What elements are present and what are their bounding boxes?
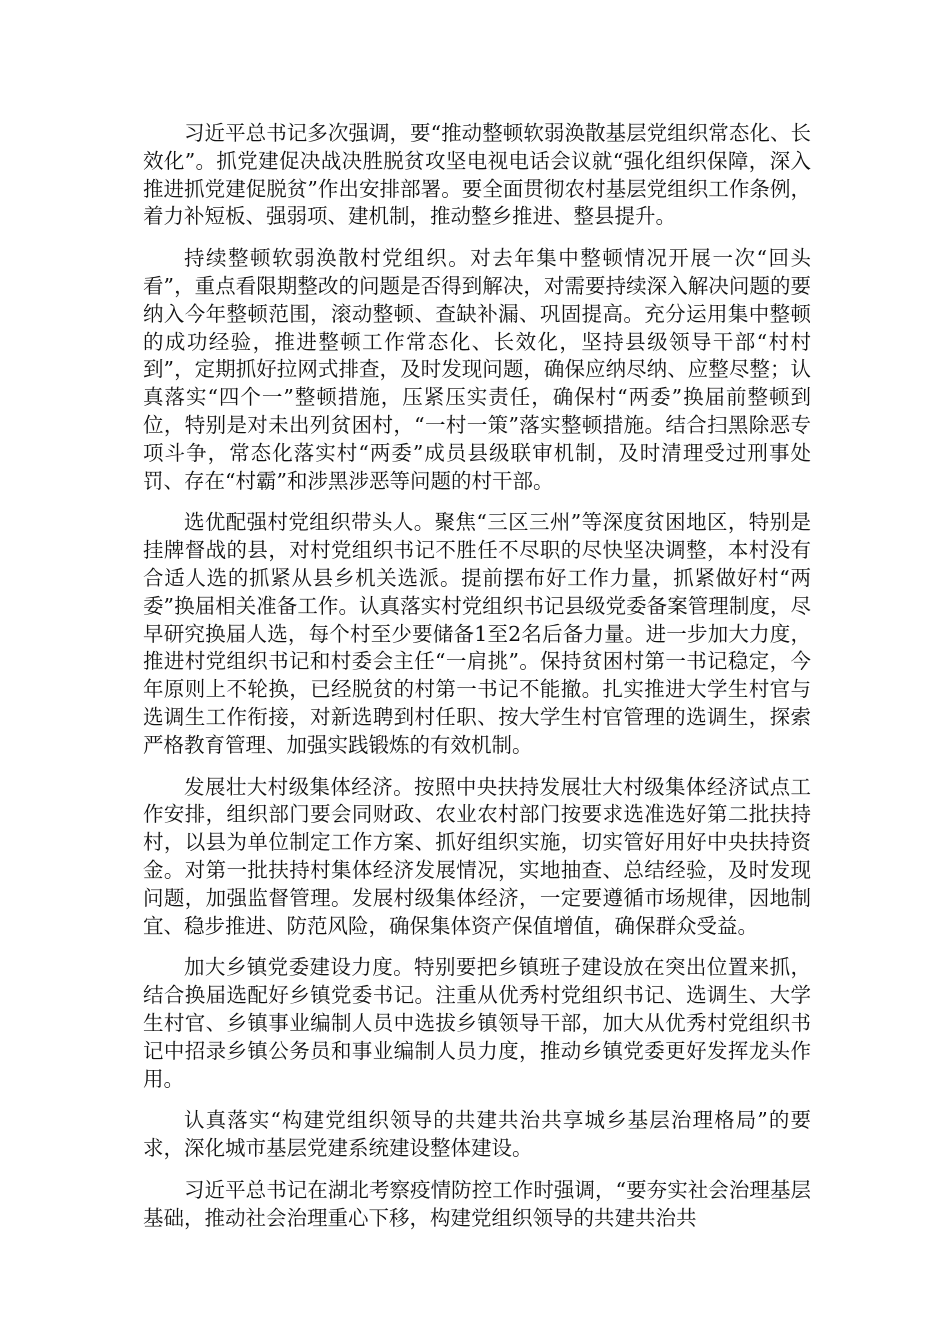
paragraph-township-committees: 加大乡镇党委建设力度。特别要把乡镇班子建设放在突出位置来抓，结合换届选配好乡镇党委书记。注重从优秀村党组织书记、选调生、大学生村官、乡镇事业编制人员中选拔乡镇领导干部，加大从优秀村党组织书记中招录乡镇公务员和事业编制人员力度，推动乡镇党委更好发挥龙头作用。 [143, 955, 811, 1091]
paragraph-urban-governance: 认真落实“构建党组织领导的共建共治共享城乡基层治理格局”的要求，深化城市基层党建系统建设整体建设。 [143, 1108, 811, 1161]
document-body [143, 120, 811, 1246]
paragraph-hubei-inspection: 习近平总书记在湖北考察疫情防控工作时强调，“要夯实社会治理基层基础，推动社会治理重心下移，构建党组织领导的共建共治共 [143, 1177, 811, 1230]
paragraph-intro: 习近平总书记多次强调，要“推动整顿软弱涣散基层党组织常态化、长效化”。抓党建促决战决胜脱贫攻坚电视电话会议就“强化组织保障，深入推进抓党建促脱贫”作出安排部署。要全面贯彻农村基层党组织工作条例，着力补短板、强弱项、建机制，推动整乡推进、整县提升。 [143, 121, 811, 229]
paragraph-rectify-weak-organizations: 持续整顿软弱涣散村党组织。对去年集中整顿情况开展一次“回头看”，重点看限期整改的问题是否得到解决，对需要持续深入解决问题的要纳入今年整顿范围，滚动整顿、查缺补漏、巩固提高。充分运用集中整顿的成功经验，推进整顿工作常态化、长效化，坚持县级领导干部“村村到”，定期抓好拉网式排查，及时发现问题，确保应纳尽纳、应整尽整；认真落实“四个一”整顿措施，压紧压实责任，确保村“两委”换届前整顿到位，特别是对未出列贫困村，“一村一策”落实整顿措施。结合扫黑除恶专项斗争，常态化落实村“两委”成员县级联审机制，及时清理受过刑事处罚、存在“村霸”和涉黑涉恶等问题的村干部。 [143, 246, 811, 493]
paragraph-collective-economy: 发展壮大村级集体经济。按照中央扶持发展壮大村级集体经济试点工作安排，组织部门要会同财政、农业农村部门按要求选准选好第二批扶持村，以县为单位制定工作方案、抓好组织实施，切实管好用好中央扶持资金。对第一批扶持村集体经济发展情况，实地抽查、总结经验，及时发现问题，加强监督管理。发展村级集体经济，一定要遵循市场规律，因地制宜、稳步推进、防范风险，确保集体资产保值增值，确保群众受益。 [143, 774, 811, 938]
paragraph-select-leaders: 选优配强村党组织带头人。聚焦“三区三州”等深度贫困地区，特别是挂牌督战的县，对村党组织书记不胜任不尽职的尽快坚决调整，本村没有合适人选的抓紧从县乡机关选派。提前摆布好工作力量，抓紧做好村“两委”换届相关准备工作。认真落实村党组织书记县级党委备案管理制度，尽早研究换届人选，每个村至少要储备1至2名后备力量。进一步加大力度，推进村党组织书记和村委会主任“一肩挑”。保持贫困村第一书记稳定，今年原则上不轮换，已经脱贫的村第一书记不能撤。扎实推进大学生村官与选调生工作衔接，对新选聘到村任职、按大学生村官管理的选调生，探索严格教育管理、加强实践锻炼的有效机制。 [143, 510, 811, 757]
